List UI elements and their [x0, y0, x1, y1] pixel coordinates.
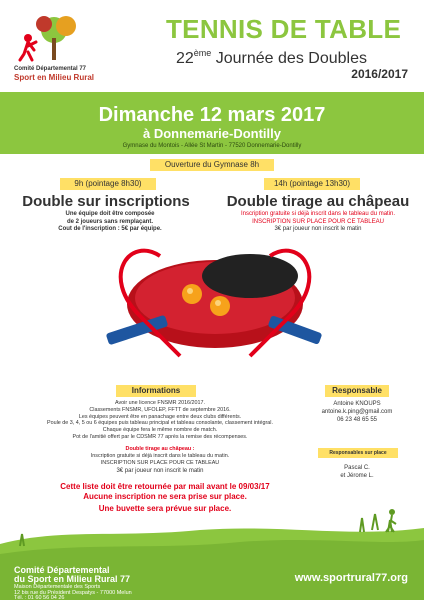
- edition-line: 22ème Journée des Doubles: [176, 48, 367, 67]
- event-date: Dimanche 12 mars 2017: [98, 104, 326, 126]
- info-line: Classements FNSMR, UFOLEP, FFTT de septembre 2016.: [89, 406, 231, 413]
- footer-website-link[interactable]: www.sportrural77.org: [294, 572, 408, 584]
- afternoon-text-2: INSCRIPTION SUR PLACE POUR CE TABLEAU: [252, 218, 384, 225]
- info-line: Poule de 3, 4, 5 ou 6 équipes puis tableau principal et tableau consolante, classement intégral.: [47, 420, 273, 427]
- on-site-1: Pascal C.: [344, 465, 370, 471]
- chapeau-title: Double tirage au châpeau :: [125, 446, 195, 452]
- afternoon-slot: 14h (pointage 13h30): [264, 178, 360, 190]
- afternoon-text-3: 3€ par joueur non inscrit le matin: [274, 226, 362, 232]
- footer-org-1: Comité Départemental: [14, 565, 110, 575]
- info-line: Les équipes peuvent être en panachage entre deux clubs différents.: [78, 413, 242, 420]
- infos-heading: Informations: [116, 385, 196, 397]
- notice-no-onsite: Aucune inscription ne sera prise sur place.: [83, 492, 247, 501]
- org-line-2: Sport en Milieu Rural: [14, 73, 95, 82]
- responsable-heading: Responsable: [325, 385, 389, 397]
- chapeau-dark: 3€ par joueur non inscrit le matin: [116, 468, 204, 474]
- info-line: Chaque équipe fera le même nombre de match.: [102, 427, 218, 434]
- on-site-2: et Jérome L.: [340, 473, 374, 479]
- footer-phone: Tél. : 01 60 56 04 26: [14, 595, 65, 600]
- morning-text-3: Cout de l'inscription : 5€ par équipe.: [58, 226, 162, 232]
- tree-logo-icon: [14, 12, 84, 64]
- opening-time: Ouverture du Gymnase 8h: [150, 159, 274, 171]
- org-line-1: Comité Départemental 77: [14, 66, 87, 72]
- notice-deadline: Cette liste doit être retournée par mail avant le 09/03/17: [60, 482, 270, 491]
- morning-text-1: Une équipe doit être composée: [65, 211, 155, 217]
- info-line: Pot de l'amitié offert par le CDSMR 77 après la remise des récompenses.: [72, 434, 248, 440]
- info-line: Avoir une licence FNSMR 2016/2017.: [114, 400, 206, 406]
- footer-org-2: du Sport en Milieu Rural 77: [14, 574, 131, 584]
- event-address: Gymnase du Montois - Allée St Martin - 77520 Donnemarie-Dontilly: [122, 143, 302, 149]
- morning-heading: Double sur inscriptions: [22, 193, 190, 210]
- event-place: à Donnemarie-Dontilly: [143, 126, 281, 141]
- responsable-phone: 06 23 48 65 55: [336, 417, 378, 423]
- ping-pong-paddles-illustration: [100, 236, 330, 376]
- morning-slot: 9h (pointage 8h30): [60, 178, 156, 190]
- afternoon-text-1: Inscription gratuite si déjà inscrit dans le tableau du matin.: [240, 211, 396, 217]
- chapeau-red-2: INSCRIPTION SUR PLACE POUR CE TABLEAU: [100, 460, 220, 466]
- poster-title: TENNIS DE TABLE: [166, 14, 402, 44]
- responsable-name: Antoine KNOUPS: [333, 401, 381, 407]
- morning-text-2: de 2 joueurs sans remplaçant.: [66, 218, 154, 225]
- afternoon-heading: Double tirage au châpeau: [226, 193, 410, 210]
- footer-address-2: 12 bis rue du Président Despatys - 77000 Melun: [14, 590, 132, 596]
- notice-buvette: Une buvette sera prévue sur place.: [98, 504, 232, 513]
- responsable-email: antoine.k.ping@gmail.com: [321, 409, 393, 415]
- season: 2016/2017: [351, 67, 408, 81]
- chapeau-red-1: Inscription gratuite si déjà inscrit dans le tableau du matin.: [90, 453, 230, 459]
- footer-address-1: Maison Départementale des Sports: [14, 584, 101, 590]
- on-site-heading: Responsables sur place: [318, 448, 398, 458]
